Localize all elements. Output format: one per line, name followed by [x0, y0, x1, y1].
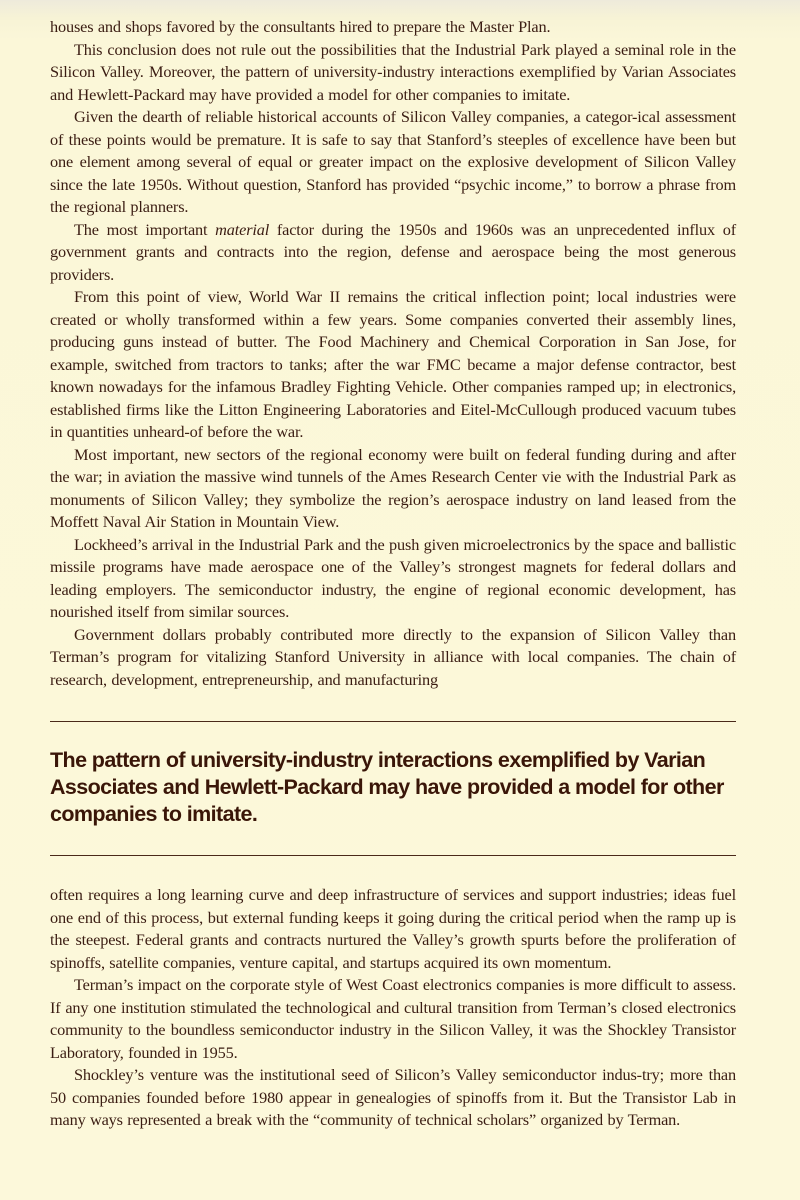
body-text-upper	[50, 16, 736, 691]
paragraph: often requires a long learning curve and deep infrastructure of services and support industries; ideas fuel one end of this process, but external funding keeps it going during the critical period when the ramp up is the steepest. Federal grants and contracts nurtured the Valley’s growth spurts before the proliferation of spinoffs, satellite companies, venture capital, and startups acquired its own momentum.	[50, 885, 736, 972]
paragraph-text: The most important	[74, 219, 216, 239]
paragraph: This conclusion does not rule out the possibilities that the Industrial Park played a seminal role in the Silicon Valley. Moreover, the pattern of university-industry interactions exemplified by Varian Associates and Hewlett-Packard may have provided a model for other companies to imitate.	[50, 39, 736, 104]
paragraph-text: factor during the 1950s and 1960s was an unprecedented influx of government grants and contracts into the region, defense and aerospace being the most generous providers.	[50, 219, 736, 284]
paragraph: Most important, new sectors of the regional economy were built on federal funding during and after the war; in aviation the massive wind tunnels of the Ames Research Center vie with the Industrial Park as monuments of Silicon Valley; they symbolize the region’s aerospace industry on land leased from the Moffett Naval Air Station in Mountain View.	[50, 444, 736, 531]
paragraph: From this point of view, World War II remains the critical inflection point; local industries were created or wholly transformed within a few years. Some companies converted their assembly lines, producing guns instead of butter. The Food Machinery and Chemical Corporation in San Jose, for example, switched from tractors to tanks; after the war FMC became a major defense contractor, best known nowadays for the infamous Bradley Fighting Vehicle. Other companies ramped up; in electronics, established firms like the Litton Engineering Laboratories and Eitel-McCullough produced vacuum tubes in quantities unheard-of before the war.	[50, 287, 736, 441]
bottom-rule	[50, 855, 736, 856]
paragraph: Lockheed’s arrival in the Industrial Park and the push given microelectronics by the space and ballistic missile programs have made aerospace one of the Valley’s strongest magnets for federal dollars and leading employers. The semiconductor industry, the engine of regional economic development, has nourished itself from similar sources.	[50, 534, 736, 621]
paragraph: Terman’s impact on the corporate style of West Coast electronics companies is more difficult to assess. If any one institution stimulated the technological and cultural transition from Terman’s closed electronics community to the boundless semiconductor industry in the Silicon Valley, it was the Shockley Transistor Laboratory, founded in 1955.	[50, 975, 736, 1062]
paragraph: houses and shops favored by the consultants hired to prepare the Master Plan.	[50, 17, 551, 36]
emphasis-text: material	[215, 219, 270, 239]
pull-quote: The pattern of university-industry interactions exemplified by Varian Associates and Hewlett-Packard may have provided a model for other companies to imitate.	[50, 748, 724, 826]
paragraph: Given the dearth of reliable historical accounts of Silicon Valley companies, a categor-ical assessment of these points would be premature. It is safe to say that Stanford’s steeples of excellence have been but one element among several of equal or greater impact on the explosive development of Silicon Valley since the late 1950s. Without question, Stanford has provided “psychic income,” to borrow a phrase from the regional planners.	[50, 107, 736, 216]
document-page	[50, 16, 736, 1132]
body-text-lower	[50, 884, 736, 1132]
top-rule	[50, 721, 736, 722]
paragraph: Shockley’s venture was the institutional seed of Silicon’s Valley semiconductor indus-try; more than 50 companies founded before 1980 appear in genealogies of spinoffs from it. But the Transistor Lab in many ways represented a break with the “community of technical scholars” organized by Terman.	[50, 1065, 736, 1129]
paragraph: Government dollars probably contributed more directly to the expansion of Silicon Valley than Terman’s program for vitalizing Stanford University in alliance with local companies. The chain of research, development, entrepreneurship, and manufacturing	[50, 624, 736, 689]
paragraph	[50, 219, 736, 287]
pull-quote-block	[50, 721, 736, 856]
